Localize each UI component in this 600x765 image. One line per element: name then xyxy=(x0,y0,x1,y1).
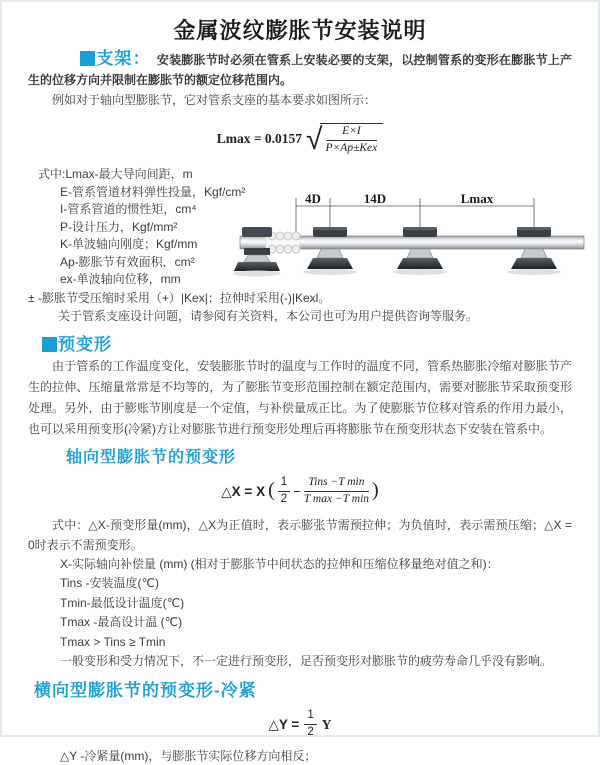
temperature-fraction xyxy=(304,476,369,507)
lateral-formula xyxy=(28,709,572,741)
fraction-denominator: T max −T min xyxy=(303,493,370,505)
support-spacing-diagram xyxy=(236,192,592,280)
left-paren: ( xyxy=(268,479,275,501)
axial-explain-paragraph: 式中：△X-预变形量(mm)，△X为正值时，表示膨张节需预拉伸；为负值时，表示需预压缩；△X = 0时表示不需预变形。 xyxy=(28,517,572,552)
lmax-formula xyxy=(28,118,572,160)
axial-line: Tmax > Tins ≥ Tmin xyxy=(60,634,166,649)
axial-line: 一般变形和受力情况下，不一定进行预变形，足否预变形对膨胀节的疲劳寿命几乎没有影响。 xyxy=(60,654,553,668)
fraction-numerator: Tins −T min xyxy=(304,476,369,492)
radical-sign-icon: √ xyxy=(306,123,323,156)
fraction-denominator: 2 xyxy=(307,726,314,738)
page-title: 金属波纹膨胀节安装说明 xyxy=(173,18,427,43)
definition-line: I-管系管道的惯性矩，cm⁴ xyxy=(60,202,197,216)
lmax-formula-numerator: E×I xyxy=(326,125,378,141)
axial-line: X-实际轴向补偿量 (mm) (相对于膨胀节中间状态的拉伸和压缩位移量绝对值之和)： xyxy=(60,556,499,571)
lateral-note: △Y -冷紧量(mm)，与膨胀节实际位移方向相反； xyxy=(60,748,317,763)
dim-label-lmax: Lmax xyxy=(460,191,494,206)
axial-line: Tmin-最低设计温度(℃) xyxy=(60,595,185,610)
lateral-subsection-heading: 横向型膨胀节的预变形-冷紧 xyxy=(34,680,257,700)
predeform-section-heading: 预变形 xyxy=(58,334,112,354)
minus-sign: − xyxy=(293,483,301,499)
pipe-support xyxy=(507,227,561,275)
dim-label-4d: 4D xyxy=(305,191,321,206)
predeform-section-heading-row xyxy=(28,335,572,356)
predeform-paragraph: 由于管系的工作温度变化，安装膨胀节时的温度与工作时的温度不同，管系热膨胀冷缩对膨胀节产生的拉伸、压缩量常常是不均等的，为了膨胀节变形范围控制在额定范围内，需要对膨胀节采取预变形处理。另外，由于膨账节刚度是一个定值，与补偿量成正比。为了使膨胀节位移对管系的作用力最小，也可以采用预变形(冷紧)方让对膨胀节进行预变形处理后再将膨胀节在预变形状态下安装在管系中。 xyxy=(28,358,572,436)
radical-expression xyxy=(306,123,383,156)
definition-line: K-单波轴向刚度；Kgf/mm xyxy=(60,237,198,251)
lateral-formula-lhs: △Y = xyxy=(268,716,300,732)
definition-line: E-管系管道材料弹性投量，Kgf/cm² xyxy=(60,184,246,199)
axial-line: Tmax -最高设计温 (℃) xyxy=(60,615,183,629)
one-half-fraction xyxy=(304,709,316,740)
axial-line: Tins -安装温度(℃) xyxy=(60,576,160,590)
blue-square-icon xyxy=(80,51,95,66)
axial-formula-lhs: △X = X xyxy=(221,483,266,499)
fraction-numerator: 1 xyxy=(278,476,290,492)
pipe-support xyxy=(393,227,447,275)
consult-note: 关于管系支座设计问题，请参阅有关资料，本公司也可为用户提供咨询等服务。 xyxy=(58,308,479,323)
lmax-formula-lhs: Lmax = 0.0157 xyxy=(216,131,303,146)
dim-label-14d: 14D xyxy=(363,191,387,206)
axial-subsection-heading: 轴向型膨胀节的预变形 xyxy=(66,448,237,466)
support-intro-paragraph xyxy=(28,49,572,90)
fraction-denominator: 2 xyxy=(280,493,288,505)
definition-line: P-设计压力，Kgf/mm² xyxy=(60,219,178,234)
plus-minus-note: ± -膨胀节受压缩时采用（+）|Kex|；拉伸时采用(-)|Kexl。 xyxy=(28,290,331,305)
support-example-line: 例如对于轴向型膨胀节，它对管系支座的基本要求如图所示： xyxy=(52,93,377,107)
blue-square-icon xyxy=(42,337,57,352)
axial-formula xyxy=(28,473,572,511)
fraction-numerator: 1 xyxy=(304,709,316,725)
lmax-formula-denominator: P×Ap±Kex xyxy=(325,141,378,154)
support-intro-text: 安装膨胀节时必须在管系上安装必要的支架，以控制管系的变形在膨胀节上产生的位移方向并限制在膨胀节的额定位移范围内。 xyxy=(28,53,572,87)
definition-line: Ap-膨胀节有效面积，cm² xyxy=(60,254,195,269)
support-section-heading: 支架： xyxy=(96,49,151,68)
definition-line: ex-单波轴向位移，mm xyxy=(60,272,181,286)
definition-line: 式中:Lmax-最大导向间距，m xyxy=(38,167,193,181)
lateral-formula-rhs: Y xyxy=(321,716,332,732)
axial-definition-lines xyxy=(28,555,572,672)
right-paren: ) xyxy=(372,479,379,501)
pipe-support xyxy=(303,227,357,275)
one-half-fraction xyxy=(278,476,290,507)
